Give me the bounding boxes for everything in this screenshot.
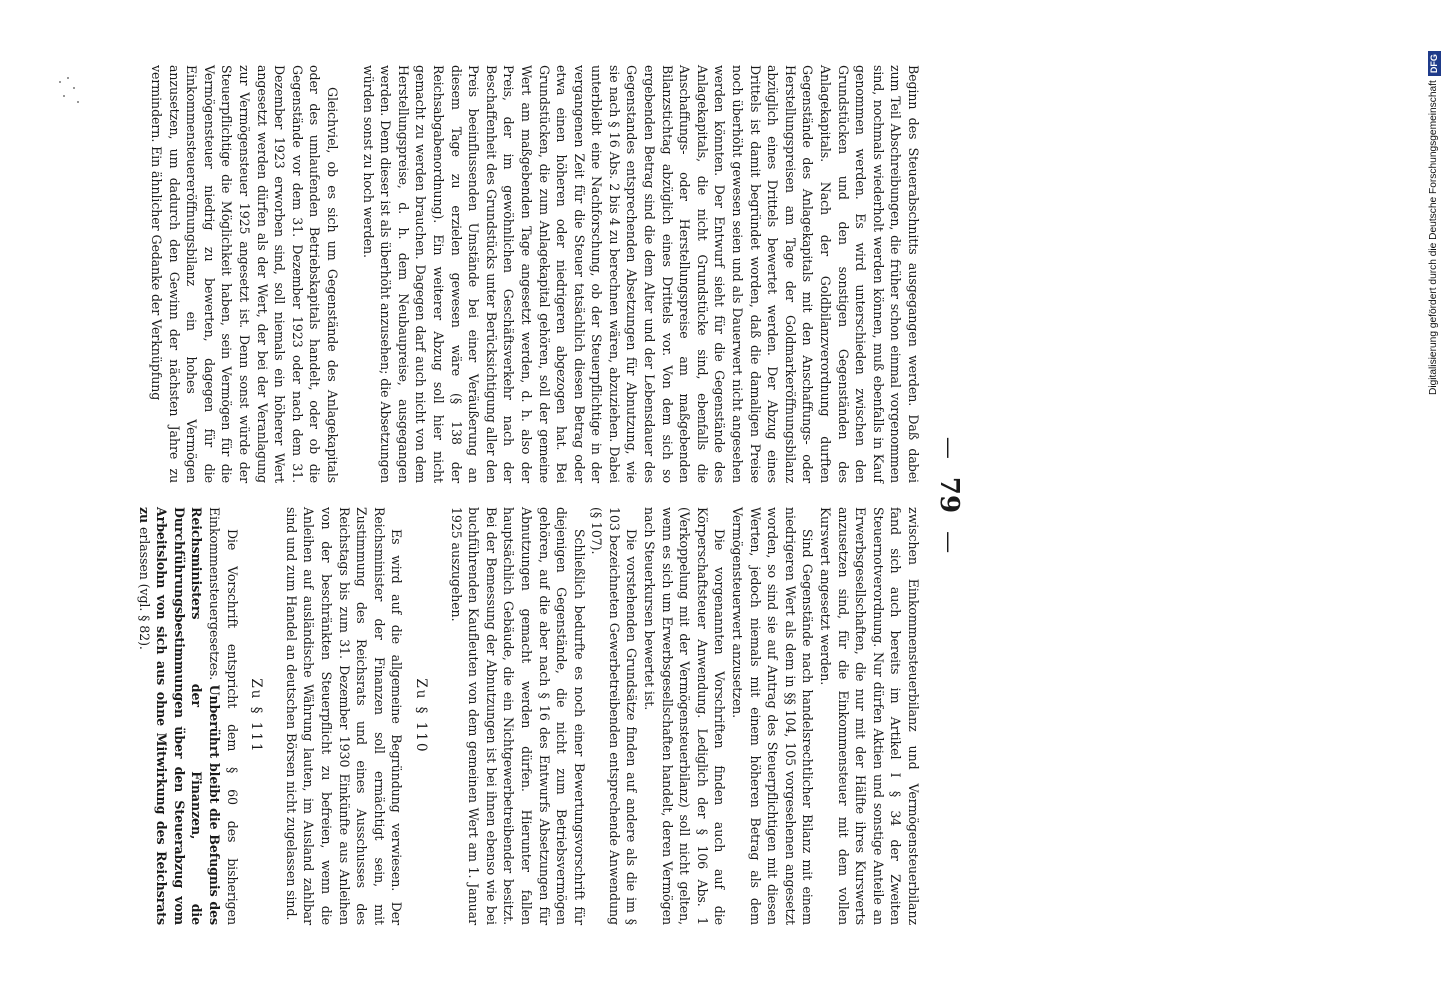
header-dash-left: — — [936, 436, 962, 459]
paragraph: Die vorgenannten Vorschriften finden auch auf die Körperschaftsteuer Anwendung. Lediglich der § 106 Abs. 1 (Verkoppelung mit der Vermögensteuerbilanz) soll nicht gelten, wenn es sich um Erwerbsgesellschaften handelt, deren Vermögen nach Steuerkursen bewertet ist. — [642, 507, 728, 925]
right-text-column — [122, 507, 922, 925]
paragraph: Schließlich bedurfte es noch einer Bewertungsvorschrift für diejenigen Gegenstände, die nicht zum Betriebsvermögen gehören, auf die aber nach § 16 des Entwurfs Absetzungen für Abnutzungen gemacht werden dürfen. Hierunter fallen hauptsächlich Gebäude, die ein Nichtgewerbetreibender besitzt. Bei der Bemessung der Abnutzungen ist bei ihnen ebenso wie bei buchführenden Kaufleuten von dem gemeinen Wert am 1. Januar 1925 auszugehen. — [448, 507, 587, 925]
paragraph-bold-text: Unberührt bleibt die Befugnis des Reichsministers der Finanzen, die Durchführungsbestimmungen über den Steuerabzug vom Arbeitslohn von sich aus ohne Mitwirkung des Reichsrats zu — [136, 507, 223, 926]
section-heading-111: Zu § 111 — [248, 678, 265, 754]
paragraph — [135, 507, 241, 925]
page-header — [928, 65, 970, 925]
dfg-logo: DFG — [1428, 51, 1441, 76]
paragraph-text: erlassen (vgl. § 82). — [136, 523, 152, 650]
page-content — [120, 65, 970, 925]
page-number: 79 — [934, 476, 964, 514]
paragraph: Die vorstehenden Grundsätze finden auf andere als die im § 103 bezeichneten Gewerbetreibenden entsprechende Anwendung (§ 107). — [589, 507, 640, 925]
credit-text: Digitalisierung gefördert durch die Deutsche Forschungsgemeinschaft — [1428, 80, 1439, 395]
paragraph: Es wird auf die allgemeine Begründung verwiesen. Der Reichsminister der Finanzen soll ermächtigt sein, mit Zustimmung des Reichsrats und eines Ausschusses des Reichstags bis zum 31. Dezember 1930 Einkünfte aus Anleihen von der beschränkten Steuerpflicht zu befreien, wenn die Anleihen auf ausländische Währung lauten, im Ausland zahlbar sind und zum Handel an deutschen Börsen nicht zugelassen sind. — [283, 507, 405, 925]
paragraph-text: Die Vorschrift entspricht dem § 60 des bisherigen Einkommensteuergesetzes. — [207, 507, 240, 925]
digitization-credit — [1410, 10, 1439, 395]
left-text-column — [122, 65, 922, 483]
rotated-document-page — [120, 65, 970, 925]
scan-speck — [55, 75, 85, 115]
paragraph: Beginn des Steuerabschnitts ausgegangen werden. Daß dabei zum Teil Abschreibungen, die früher schon einmal vorgenommen sind, nochmals wiederholt werden können, muß ebenfalls in Kauf genommen werden. Es wird unterschieden zwischen den Grundstücken und den sonstigen Gegenständen des Anlagekapitals. Nach der Goldbilanzverordnung durften Gegenstände des Anlagekapitals mit den Anschaffungs- oder Herstellungspreisen am Tage der Goldmarkeröffnungsbilanz abzüglich eines Drittels bewertet werden. Der Abzug eines Drittels ist damit begründet worden, daß die damaligen Preise noch überhöht gewesen seien und als Dauerwert nicht angesehen werden könnten. Der Entwurf sieht für die Gegenstände des Anlagekapitals, die nicht Grundstücke sind, ebenfalls die Anschaffungs- oder Herstellungspreise am maßgebenden Bilanzstichtag abzüglich eines Drittels vor. Von dem sich so ergebenden Betrag sind die dem Alter und der Lebensdauer des Gegenstandes entsprechenden Absetzungen für Abnutzung, wie sie nach § 16 Abs. 2 bis 4 zu berechnen wären, abzuziehen. Dabei unterbleibt eine Nachforschung, ob der Steuerpflichtige in der vergangenen Zeit für die Steuer tatsächlich diesen Betrag oder etwa einen höheren oder niedrigeren abgezogen hat. Bei Grundstücken, die zum Anlagekapital gehören, soll der gemeine Wert am maßgebenden Tage angesetzt werden, d. h. also der Preis, der im gewöhnlichen Geschäftsverkehr nach der Beschaffenheit des Grundstücks unter Berücksichtigung aller den Preis beeinflussenden Umstände bei einer Veräußerung an diesem Tage zu erzielen gewesen wäre (§ 138 der Reichsabgabenordnung). Ein weiterer Abzug soll hier nicht gemacht zu werden brauchen. Dagegen darf auch nicht von dem Herstellungspreise, d. h. dem Neubaupreise, ausgegangen werden. Denn dieser ist als überhöht anzusehen; die Absetzungen würden sonst zu hoch werden. — [360, 65, 921, 483]
paragraph: zwischen Einkommensteuerbilanz und Vermögensteuerbilanz fand sich auch bereits im Artikel I § 34 der Zweiten Steuernotverordnung. Nur dürfen Aktien und sonstige Anteile an Erwerbsgesellschaften, die nur mit der Hälfte ihres Kurswerts anzusetzen sind, für die Einkommensteuer mit dem vollen Kurswert angesetzt werden. — [818, 507, 921, 925]
paragraph: Gleichviel, ob es sich um Gegenstände des Anlagekapitals oder des umlaufenden Betriebskapitals handelt, oder ob die Gegenstände vor dem 31. Dezember 1923 oder nach dem 31. Dezember 1923 erworben sind, soll niemals ein höherer Wert angesetzt werden dürfen als der Wert, der bei der Veranlagung zur Vermögensteuer 1925 angesetzt ist. Denn sonst würde der Steuerpflichtige die Möglichkeit haben, sein Vermögen für die Vermögensteuer niedrig zu bewerten, dagegen für die Einkommensteuereröffnungsbilanz ein hohes Vermögen anzusetzen, um dadurch den Gewinn der nächsten Jahre zu vermindern. Ein ähnlicher Gedanke der Verknüpfung — [149, 65, 340, 483]
section-heading-110: Zu § 110 — [412, 678, 429, 754]
header-dash-right: — — [936, 531, 962, 554]
paragraph: Sind Gegenstände nach handelsrechtlicher Bilanz mit einem niedrigeren Wert als dem in §§ 104, 105 vorgesehenen angesetzt worden, so sind sie auf Antrag des Steuerpflichtigen mit diesen Werten, jedoch niemals mit einem höheren Betrag als dem Vermögensteuerwert anzusetzen. — [730, 507, 816, 925]
